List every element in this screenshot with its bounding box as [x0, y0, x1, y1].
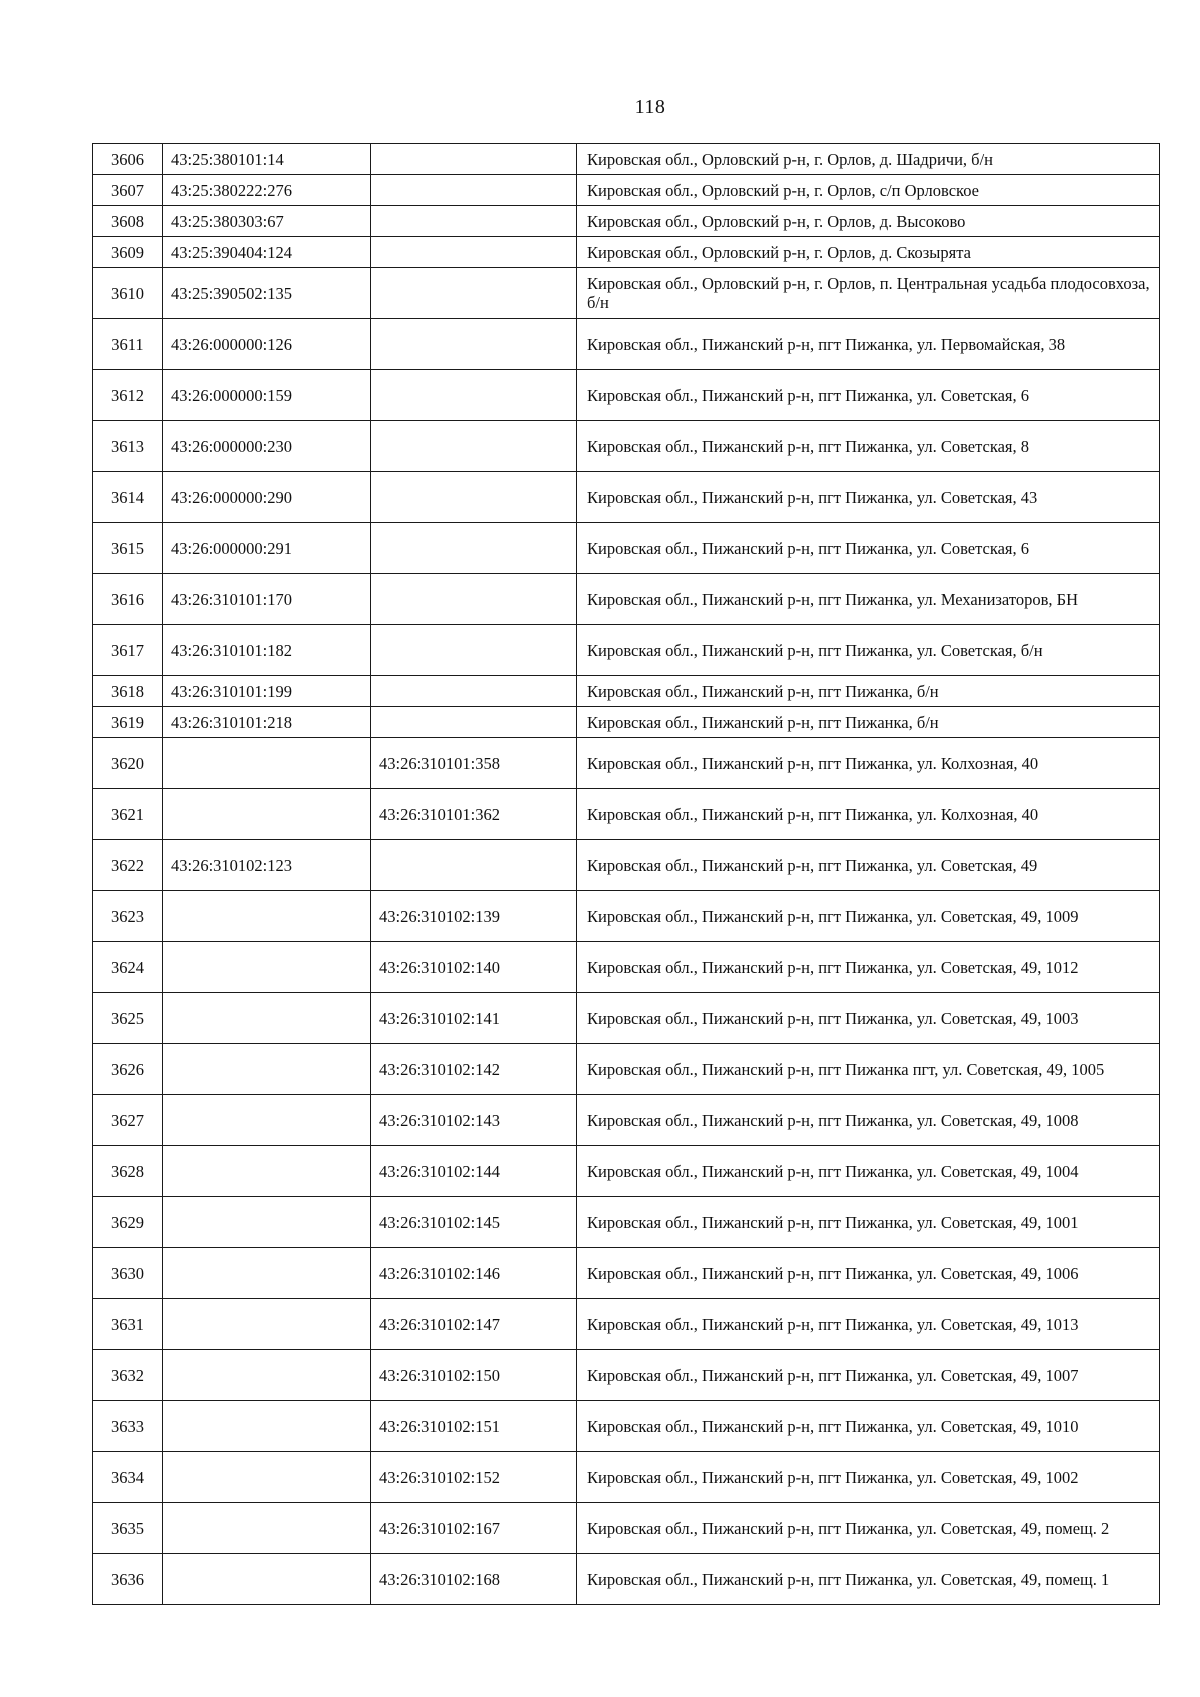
row-number: 3624 [93, 942, 163, 993]
land-cadastral-number [163, 1197, 371, 1248]
page-number: 118 [634, 96, 666, 118]
row-number: 3607 [93, 175, 163, 206]
address: Кировская обл., Пижанский р-н, пгт Пижанка, ул. Советская, 49, 1003 [577, 993, 1160, 1044]
land-cadastral-number [163, 891, 371, 942]
land-cadastral-number: 43:26:000000:126 [163, 319, 371, 370]
building-cadastral-number: 43:26:310102:145 [371, 1197, 577, 1248]
table-row [93, 840, 1160, 891]
building-cadastral-number: 43:26:310102:146 [371, 1248, 577, 1299]
building-cadastral-number: 43:26:310102:140 [371, 942, 577, 993]
table-row [93, 891, 1160, 942]
building-cadastral-number: 43:26:310102:167 [371, 1503, 577, 1554]
table-row [93, 625, 1160, 676]
land-cadastral-number: 43:25:380303:67 [163, 206, 371, 237]
building-cadastral-number [371, 319, 577, 370]
address: Кировская обл., Пижанский р-н, пгт Пижанка, ул. Колхозная, 40 [577, 789, 1160, 840]
row-number: 3634 [93, 1452, 163, 1503]
address: Кировская обл., Пижанский р-н, пгт Пижанка, ул. Советская, 49, 1010 [577, 1401, 1160, 1452]
address: Кировская обл., Пижанский р-н, пгт Пижанка, ул. Советская, 8 [577, 421, 1160, 472]
table-row [93, 1146, 1160, 1197]
land-cadastral-number [163, 1146, 371, 1197]
registry-table [92, 143, 1160, 1605]
land-cadastral-number [163, 1248, 371, 1299]
building-cadastral-number: 43:26:310102:144 [371, 1146, 577, 1197]
row-number: 3636 [93, 1554, 163, 1605]
row-number: 3633 [93, 1401, 163, 1452]
address: Кировская обл., Орловский р-н, г. Орлов, д. Шадричи, б/н [577, 144, 1160, 175]
address: Кировская обл., Пижанский р-н, пгт Пижанка, ул. Советская, 6 [577, 370, 1160, 421]
table-row [93, 421, 1160, 472]
land-cadastral-number: 43:26:000000:230 [163, 421, 371, 472]
row-number: 3618 [93, 676, 163, 707]
land-cadastral-number: 43:26:000000:291 [163, 523, 371, 574]
building-cadastral-number: 43:26:310101:358 [371, 738, 577, 789]
table-row [93, 942, 1160, 993]
address: Кировская обл., Пижанский р-н, пгт Пижанка, ул. Советская, 49, 1006 [577, 1248, 1160, 1299]
land-cadastral-number [163, 1452, 371, 1503]
row-number: 3628 [93, 1146, 163, 1197]
land-cadastral-number: 43:26:310102:123 [163, 840, 371, 891]
land-cadastral-number [163, 993, 371, 1044]
table-row [93, 1044, 1160, 1095]
address: Кировская обл., Орловский р-н, г. Орлов, д. Высоково [577, 206, 1160, 237]
address: Кировская обл., Пижанский р-н, пгт Пижанка, ул. Советская, 49, 1013 [577, 1299, 1160, 1350]
row-number: 3617 [93, 625, 163, 676]
row-number: 3615 [93, 523, 163, 574]
building-cadastral-number [371, 237, 577, 268]
building-cadastral-number [371, 268, 577, 319]
building-cadastral-number [371, 370, 577, 421]
table-row [93, 144, 1160, 175]
land-cadastral-number: 43:25:380222:276 [163, 175, 371, 206]
row-number: 3613 [93, 421, 163, 472]
row-number: 3627 [93, 1095, 163, 1146]
address: Кировская обл., Пижанский р-н, пгт Пижанка, ул. Советская, 49, 1012 [577, 942, 1160, 993]
land-cadastral-number: 43:25:390404:124 [163, 237, 371, 268]
building-cadastral-number [371, 707, 577, 738]
land-cadastral-number: 43:26:310101:199 [163, 676, 371, 707]
table-row [93, 268, 1160, 319]
building-cadastral-number: 43:26:310102:151 [371, 1401, 577, 1452]
table-row [93, 738, 1160, 789]
address: Кировская обл., Пижанский р-н, пгт Пижанка, ул. Советская, 49 [577, 840, 1160, 891]
table-row [93, 1503, 1160, 1554]
building-cadastral-number [371, 421, 577, 472]
land-cadastral-number [163, 1350, 371, 1401]
table-row [93, 1401, 1160, 1452]
land-cadastral-number: 43:26:000000:290 [163, 472, 371, 523]
table-row [93, 1197, 1160, 1248]
building-cadastral-number [371, 175, 577, 206]
address: Кировская обл., Пижанский р-н, пгт Пижанка, ул. Советская, 49, 1002 [577, 1452, 1160, 1503]
address: Кировская обл., Пижанский р-н, пгт Пижанка, ул. Первомайская, 38 [577, 319, 1160, 370]
row-number: 3632 [93, 1350, 163, 1401]
building-cadastral-number [371, 574, 577, 625]
address: Кировская обл., Пижанский р-н, пгт Пижанка, ул. Советская, 49, помещ. 2 [577, 1503, 1160, 1554]
address: Кировская обл., Пижанский р-н, пгт Пижанка, б/н [577, 707, 1160, 738]
land-cadastral-number: 43:26:310101:218 [163, 707, 371, 738]
registry-table-body [93, 144, 1160, 1605]
land-cadastral-number [163, 942, 371, 993]
address: Кировская обл., Пижанский р-н, пгт Пижанка, б/н [577, 676, 1160, 707]
row-number: 3612 [93, 370, 163, 421]
table-row [93, 1452, 1160, 1503]
land-cadastral-number [163, 1044, 371, 1095]
row-number: 3610 [93, 268, 163, 319]
table-row [93, 472, 1160, 523]
row-number: 3626 [93, 1044, 163, 1095]
land-cadastral-number [163, 1095, 371, 1146]
address: Кировская обл., Орловский р-н, г. Орлов, п. Центральная усадьба плодосовхоза, б/н [577, 268, 1160, 319]
row-number: 3606 [93, 144, 163, 175]
address: Кировская обл., Пижанский р-н, пгт Пижанка, ул. Советская, 49, 1004 [577, 1146, 1160, 1197]
table-row [93, 319, 1160, 370]
table-row [93, 707, 1160, 738]
table-row [93, 1248, 1160, 1299]
land-cadastral-number: 43:25:390502:135 [163, 268, 371, 319]
building-cadastral-number: 43:26:310102:142 [371, 1044, 577, 1095]
address: Кировская обл., Пижанский р-н, пгт Пижанка, ул. Колхозная, 40 [577, 738, 1160, 789]
building-cadastral-number [371, 625, 577, 676]
table-row [93, 1554, 1160, 1605]
address: Кировская обл., Пижанский р-н, пгт Пижанка, ул. Механизаторов, БН [577, 574, 1160, 625]
address: Кировская обл., Пижанский р-н, пгт Пижанка, ул. Советская, 6 [577, 523, 1160, 574]
table-row [93, 993, 1160, 1044]
table-row [93, 676, 1160, 707]
row-number: 3614 [93, 472, 163, 523]
row-number: 3631 [93, 1299, 163, 1350]
address: Кировская обл., Пижанский р-н, пгт Пижанка, ул. Советская, 49, 1008 [577, 1095, 1160, 1146]
building-cadastral-number: 43:26:310101:362 [371, 789, 577, 840]
address: Кировская обл., Пижанский р-н, пгт Пижанка, ул. Советская, 49, 1001 [577, 1197, 1160, 1248]
land-cadastral-number: 43:26:000000:159 [163, 370, 371, 421]
row-number: 3629 [93, 1197, 163, 1248]
building-cadastral-number: 43:26:310102:139 [371, 891, 577, 942]
land-cadastral-number [163, 1554, 371, 1605]
address: Кировская обл., Пижанский р-н, пгт Пижанка, ул. Советская, 43 [577, 472, 1160, 523]
address: Кировская обл., Орловский р-н, г. Орлов, д. Скозырята [577, 237, 1160, 268]
address: Кировская обл., Пижанский р-н, пгт Пижанка, ул. Советская, 49, 1009 [577, 891, 1160, 942]
building-cadastral-number [371, 676, 577, 707]
row-number: 3621 [93, 789, 163, 840]
building-cadastral-number: 43:26:310102:141 [371, 993, 577, 1044]
table-row [93, 523, 1160, 574]
table-row [93, 1095, 1160, 1146]
row-number: 3620 [93, 738, 163, 789]
row-number: 3608 [93, 206, 163, 237]
table-row [93, 370, 1160, 421]
row-number: 3630 [93, 1248, 163, 1299]
table-row [93, 789, 1160, 840]
land-cadastral-number: 43:26:310101:182 [163, 625, 371, 676]
building-cadastral-number [371, 523, 577, 574]
building-cadastral-number [371, 206, 577, 237]
address: Кировская обл., Пижанский р-н, пгт Пижанка, ул. Советская, 49, 1007 [577, 1350, 1160, 1401]
land-cadastral-number: 43:25:380101:14 [163, 144, 371, 175]
building-cadastral-number [371, 144, 577, 175]
row-number: 3625 [93, 993, 163, 1044]
building-cadastral-number: 43:26:310102:150 [371, 1350, 577, 1401]
row-number: 3611 [93, 319, 163, 370]
table-row [93, 574, 1160, 625]
address: Кировская обл., Пижанский р-н, пгт Пижанка пгт, ул. Советская, 49, 1005 [577, 1044, 1160, 1095]
building-cadastral-number: 43:26:310102:152 [371, 1452, 577, 1503]
building-cadastral-number [371, 472, 577, 523]
address: Кировская обл., Орловский р-н, г. Орлов, с/п Орловское [577, 175, 1160, 206]
land-cadastral-number [163, 738, 371, 789]
land-cadastral-number [163, 789, 371, 840]
row-number: 3619 [93, 707, 163, 738]
row-number: 3622 [93, 840, 163, 891]
table-row [93, 1350, 1160, 1401]
table-row [93, 175, 1160, 206]
building-cadastral-number [371, 840, 577, 891]
table-row [93, 237, 1160, 268]
table-row [93, 1299, 1160, 1350]
table-row [93, 206, 1160, 237]
row-number: 3616 [93, 574, 163, 625]
building-cadastral-number: 43:26:310102:168 [371, 1554, 577, 1605]
address: Кировская обл., Пижанский р-н, пгт Пижанка, ул. Советская, б/н [577, 625, 1160, 676]
row-number: 3635 [93, 1503, 163, 1554]
address: Кировская обл., Пижанский р-н, пгт Пижанка, ул. Советская, 49, помещ. 1 [577, 1554, 1160, 1605]
land-cadastral-number [163, 1401, 371, 1452]
row-number: 3609 [93, 237, 163, 268]
land-cadastral-number: 43:26:310101:170 [163, 574, 371, 625]
land-cadastral-number [163, 1299, 371, 1350]
building-cadastral-number: 43:26:310102:143 [371, 1095, 577, 1146]
land-cadastral-number [163, 1503, 371, 1554]
building-cadastral-number: 43:26:310102:147 [371, 1299, 577, 1350]
row-number: 3623 [93, 891, 163, 942]
